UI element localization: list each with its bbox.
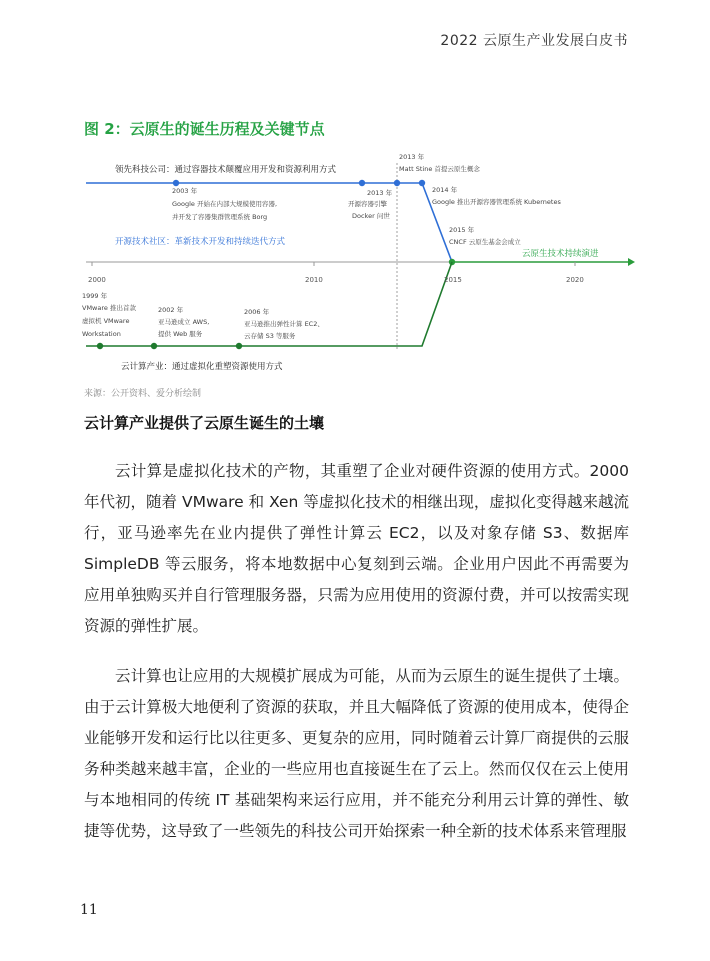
- event-text: CNCF 云原生基金会成立: [449, 238, 521, 246]
- event-text: 虚拟机 VMware: [82, 317, 130, 325]
- node-2014: [419, 180, 425, 186]
- event-text: 并开发了容器集群管理系统 Borg: [172, 213, 268, 221]
- event-text: 2013 年: [367, 189, 393, 197]
- axis-year-2000: 2000: [88, 276, 106, 284]
- axis-year-2010: 2010: [305, 276, 323, 284]
- event-text: 开源容器引擎: [348, 200, 387, 208]
- cloud-industry-label: 云计算产业：通过虚拟化重塑资源使用方式: [121, 362, 283, 372]
- event-text: 2015 年: [449, 226, 475, 234]
- event-text: Google 开始在内部大规模使用容器,: [172, 200, 278, 208]
- event-text: 亚马逊推出弹性计算 EC2、: [244, 320, 324, 328]
- figure-source: 来源：公开资料、爱分析绘制: [84, 389, 202, 399]
- event-text: Google 推出开源容器管理系统 Kubernetes: [432, 198, 561, 206]
- node-1999: [97, 343, 103, 349]
- event-text: 2014 年: [432, 186, 458, 194]
- tech-company-track: [86, 183, 452, 262]
- paragraph-1: 云计算是虚拟化技术的产物，其重塑了企业对硬件资源的使用方式。2000 年代初，随着 VMware 和 Xen 等虚拟化技术的相继出现，虚拟化变得越来越流行，亚马逊率先在业内提供了弹性计算云 EC2，以及对象存储 S3、数据库 SimpleDB 等云服务，将本地数据中心复刻到云端。企业用户因此不再需要为应用单独购买并自行管理服务器，只需为应用使用的资源付费，并可以按需实现资源的弹性扩展。: [84, 462, 629, 635]
- page-number: 11: [80, 902, 98, 918]
- section-heading: 云计算产业提供了云原生诞生的土壤: [84, 414, 325, 432]
- axis-year-2015: 2015: [444, 276, 462, 284]
- arrow-head: [628, 258, 635, 266]
- running-header: 2022 云原生产业发展白皮书: [440, 33, 628, 49]
- paragraph-2: 云计算也让应用的大规模扩展成为可能，从而为云原生的诞生提供了土壤。由于云计算极大地便利了资源的获取，并且大幅降低了资源的使用成本，使得企业能够开发和运行比以往更多、更复杂的应用，同时随着云计算厂商提供的云服务种类越来越丰富，企业的一些应用也直接诞生在了云上。然而仅仅在云上使用与本地相同的传统 IT 基础架构来运行应用，并不能充分利用云计算的弹性、敏捷等优势，这导致了一些领先的科技公司开始探索一种全新的技术体系来管理服: [84, 667, 629, 840]
- axis-year-2020: 2020: [566, 276, 584, 284]
- timeline-figure: [0, 0, 710, 380]
- event-text: Workstation: [82, 330, 121, 338]
- event-text: 2013 年: [399, 153, 425, 161]
- event-text: 亚马逊成立 AWS,: [158, 318, 210, 326]
- open-source-label: 开源技术社区：革新技术开发和持续迭代方式: [115, 237, 286, 247]
- event-text: 2002 年: [158, 306, 184, 314]
- event-text: Docker 问世: [352, 212, 390, 220]
- event-text: 1999 年: [82, 292, 108, 300]
- event-text: 提供 Web 服务: [158, 330, 203, 338]
- node-2003: [173, 180, 179, 186]
- figure-title: 图 2：云原生的诞生历程及关键节点: [84, 120, 325, 138]
- event-text: Matt Stine 首提云原生概念: [399, 165, 480, 173]
- node-2013a: [359, 180, 365, 186]
- node-2006: [236, 343, 242, 349]
- tech-company-label: 领先科技公司：通过容器技术颠覆应用开发和资源利用方式: [115, 165, 337, 175]
- event-text: 2003 年: [172, 187, 198, 195]
- event-text: VMware 推出首款: [82, 304, 136, 312]
- node-2002: [151, 343, 157, 349]
- event-text: 云存储 S3 等服务: [244, 332, 296, 340]
- event-text: 2006 年: [244, 308, 270, 316]
- node-2013b: [394, 180, 400, 186]
- cloud-native-label: 云原生技术持续演进: [522, 249, 599, 259]
